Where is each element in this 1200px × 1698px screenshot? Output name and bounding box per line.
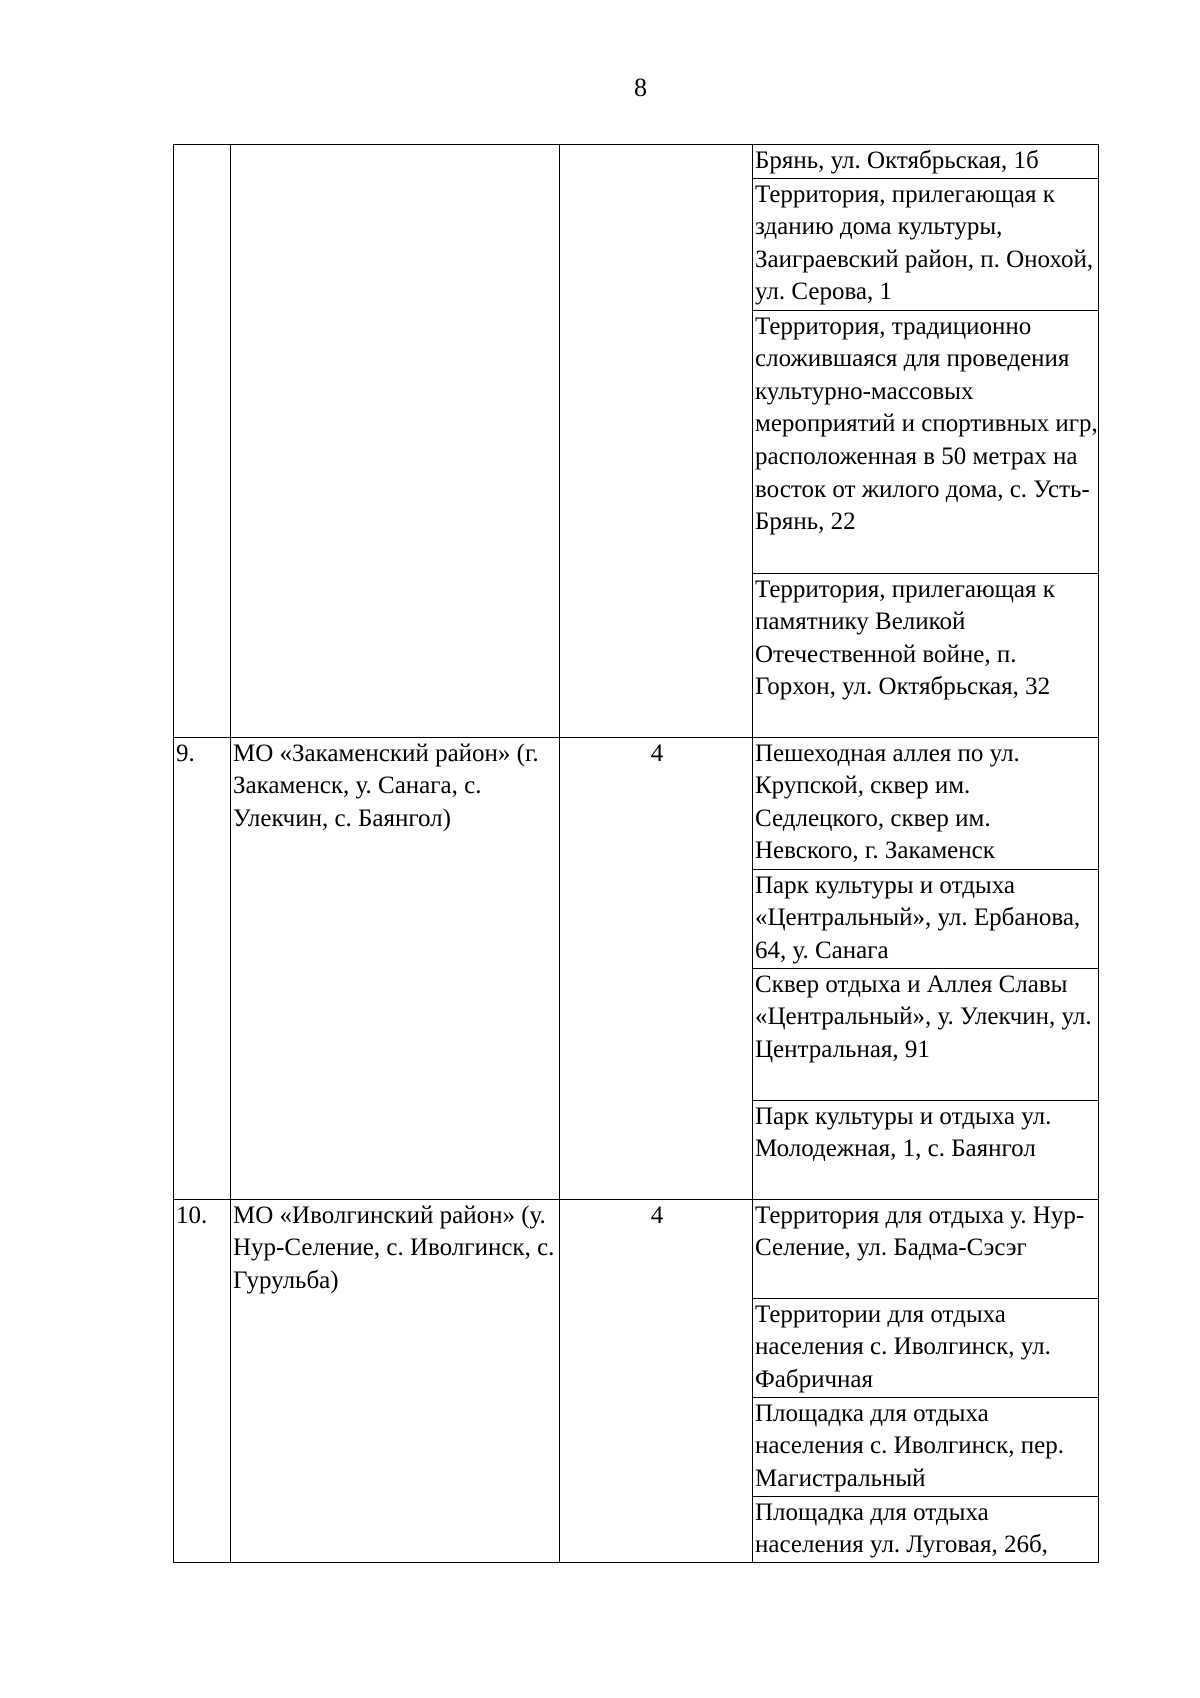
locations-table	[173, 144, 1099, 1563]
row-number: 9.	[174, 737, 231, 1199]
count-cell: 4	[560, 737, 753, 1199]
place-cell: Площадка для отдыха населения ул. Луговая, 26б,	[753, 1496, 1099, 1562]
municipality-cell: МО «Закаменский район» (г. Закаменск, у. Санага, с. Улекчин, с. Баянгол)	[231, 737, 560, 1199]
place-cell: Территория, прилегающая к зданию дома культуры, Заиграевский район, п. Онохой, ул. Серова, 1	[753, 178, 1099, 310]
row-number: 10.	[174, 1199, 231, 1562]
page-number: 8	[634, 73, 647, 102]
row-number	[174, 145, 231, 738]
place-cell: Брянь, ул. Октябрьская, 1б	[753, 145, 1099, 179]
municipality-cell	[231, 145, 560, 738]
place-cell: Территории для отдыха населения с. Иволгинск, ул. Фабричная	[753, 1298, 1099, 1397]
place-cell: Территория для отдыха у. Нур-Селение, ул. Бадма-Сэсэг	[753, 1199, 1099, 1298]
count-cell	[560, 145, 753, 738]
place-cell: Парк культуры и отдыха «Центральный», ул. Ербанова, 64, у. Санага	[753, 869, 1099, 968]
table-row	[174, 737, 1099, 869]
place-cell: Территория, прилегающая к памятнику Великой Отечественной войне, п. Горхон, ул. Октябрьская, 32	[753, 573, 1099, 737]
place-cell: Сквер отдыха и Аллея Славы «Центральный», у. Улекчин, ул. Центральная, 91	[753, 968, 1099, 1100]
place-cell: Площадка для отдыха населения с. Иволгинск, пер. Магистральный	[753, 1397, 1099, 1496]
place-cell: Территория, традиционно сложившаяся для проведения культурно-массовых мероприятий и спортивных игр, расположенная в 50 метрах на восток от жилого дома, с. Усть-Брянь, 22	[753, 310, 1099, 573]
municipality-cell: МО «Иволгинский район» (у. Нур-Селение, с. Иволгинск, с. Гурульба)	[231, 1199, 560, 1562]
table-row	[174, 145, 1099, 179]
table-row	[174, 1199, 1099, 1298]
count-cell: 4	[560, 1199, 753, 1562]
place-cell: Парк культуры и отдыха ул. Молодежная, 1, с. Баянгол	[753, 1100, 1099, 1199]
place-cell: Пешеходная аллея по ул. Крупской, сквер им. Седлецкого, сквер им. Невского, г. Закаменск	[753, 737, 1099, 869]
